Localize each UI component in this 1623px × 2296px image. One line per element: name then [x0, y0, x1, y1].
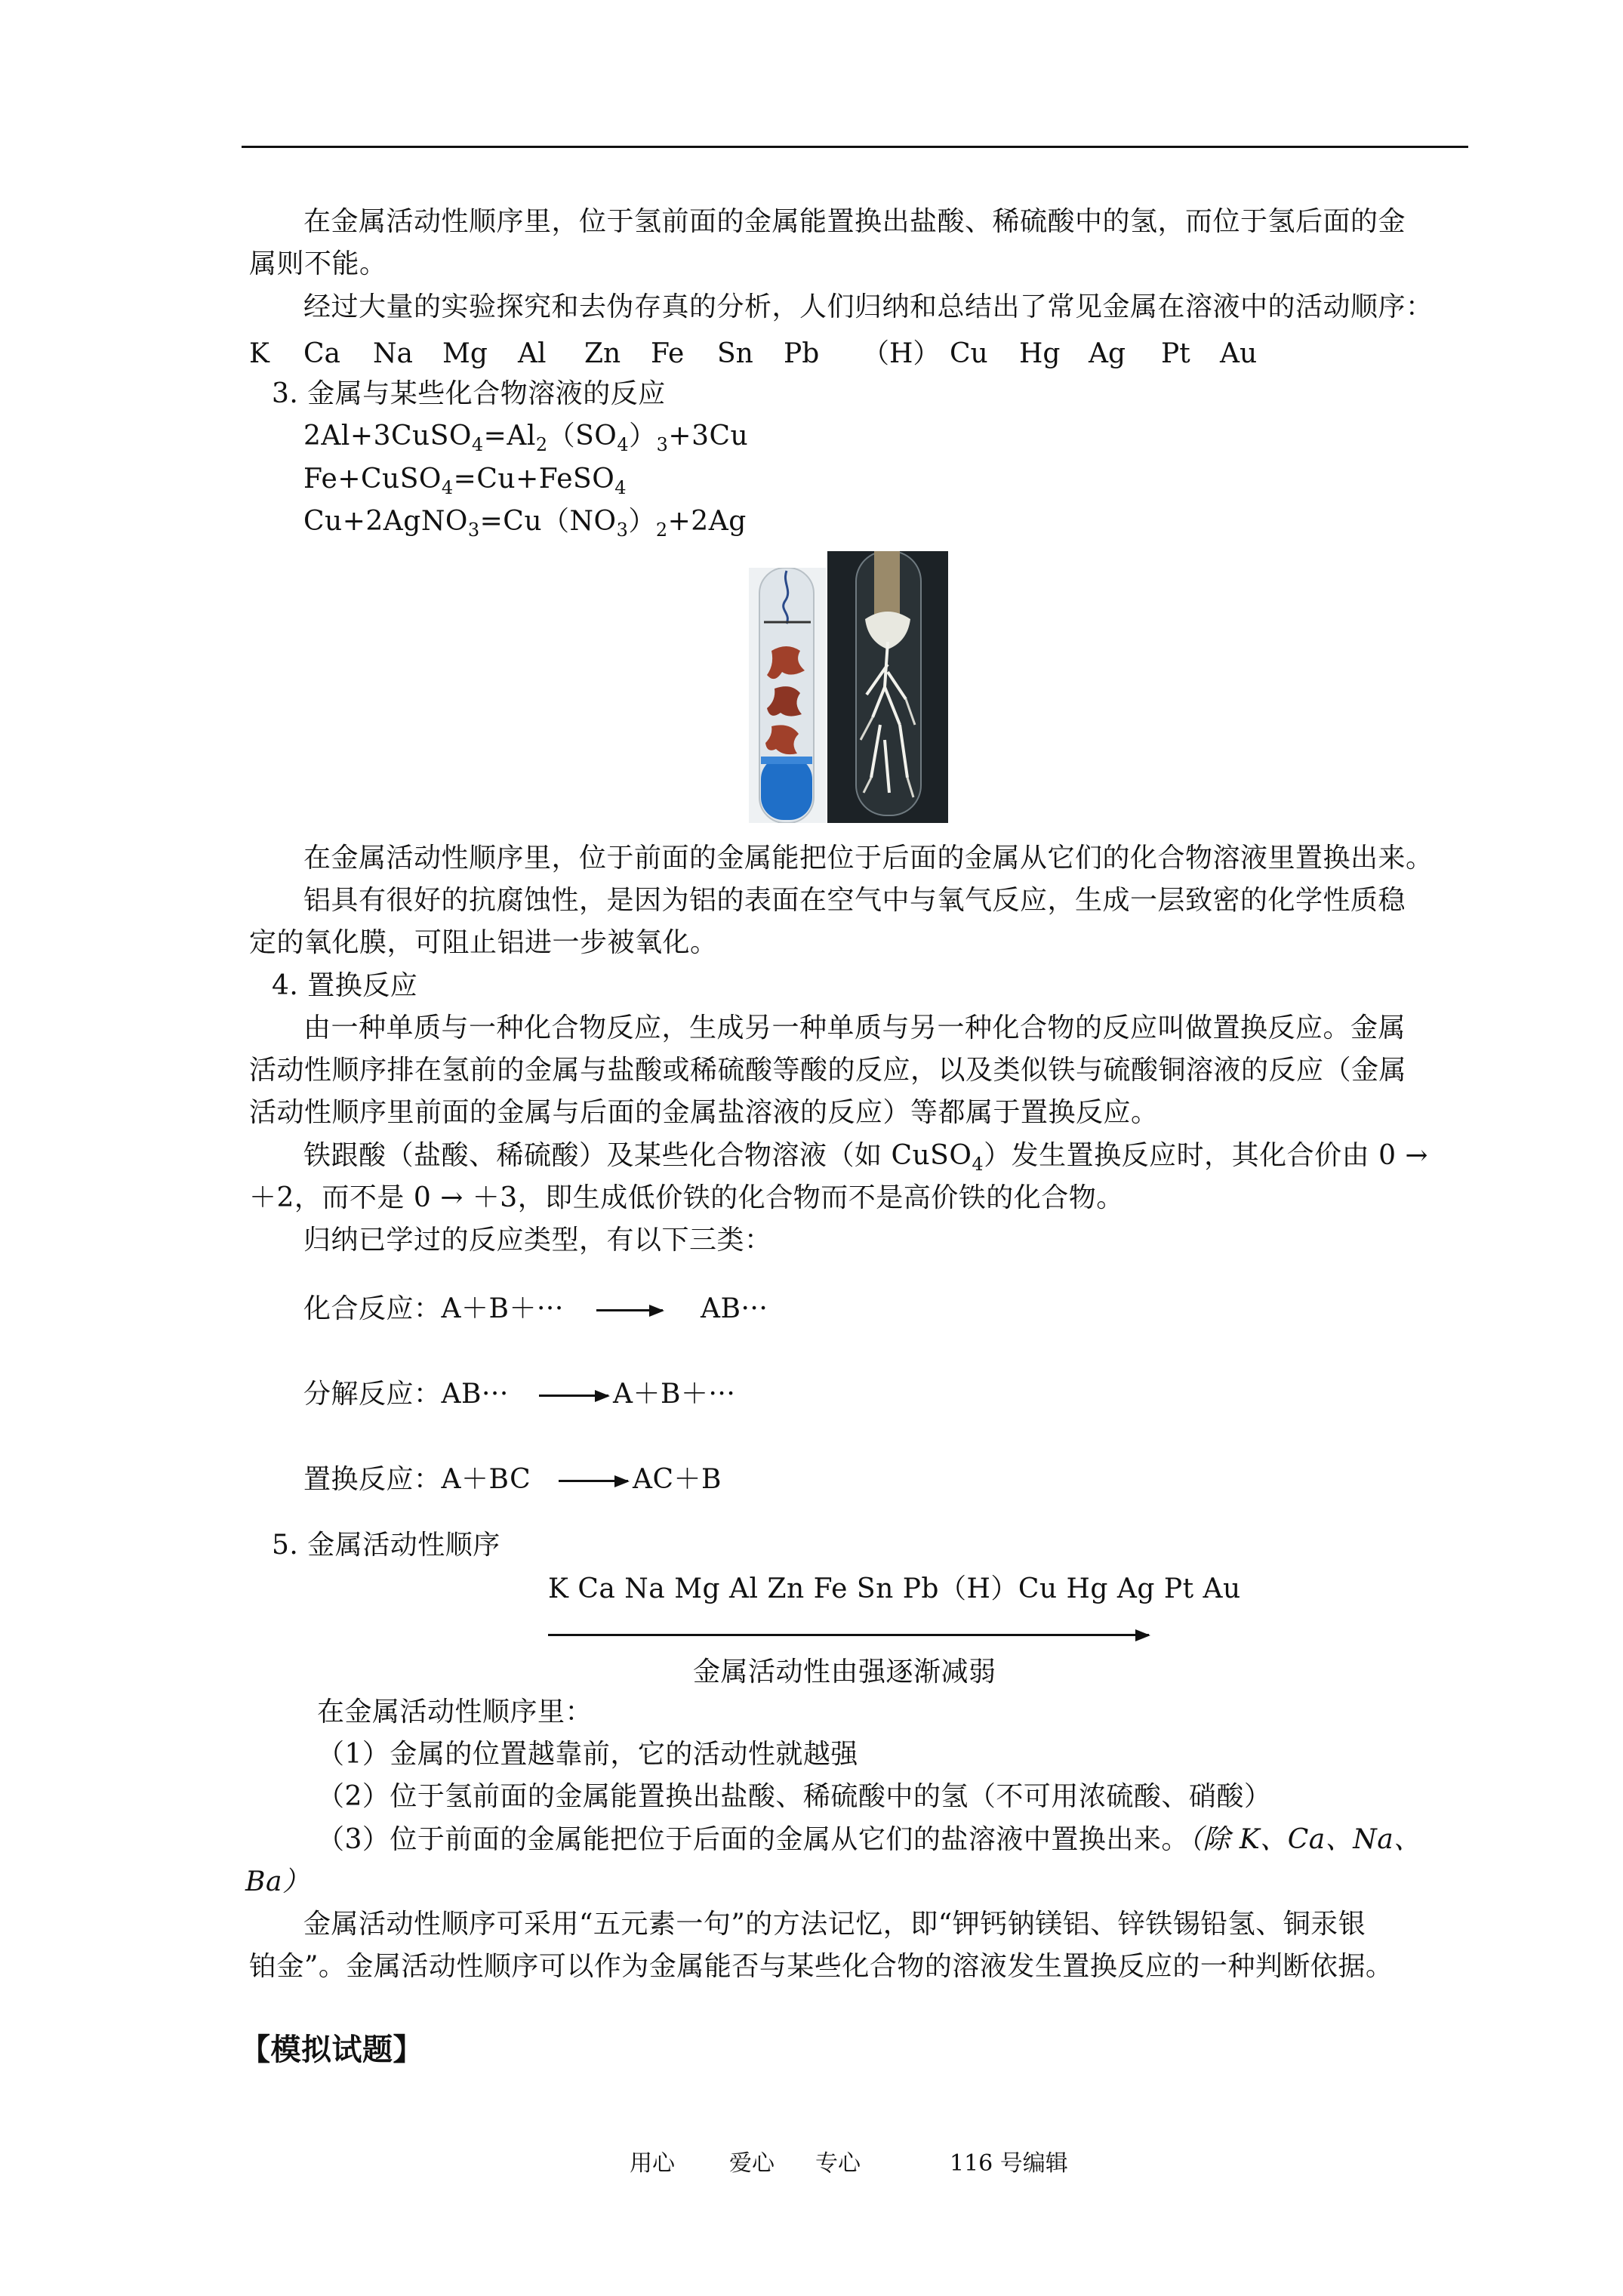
- rule-3-continuation: Ba）: [245, 1866, 310, 1897]
- photo-copper-in-silver-nitrate: [827, 551, 948, 823]
- rule-intro: 在金属活动性顺序里：: [317, 1697, 593, 1727]
- para-2: 经过大量的实验探究和去伪存真的分析，人们归纳和总结出了常见金属在溶液中的活动顺序：: [303, 291, 1434, 322]
- activity-series-arrow: [548, 1634, 1149, 1636]
- para-7: 归纳已学过的反应类型，有以下三类：: [303, 1225, 772, 1256]
- section-5-title: 5. 金属活动性顺序: [272, 1530, 500, 1561]
- metal-item: Al: [518, 338, 547, 369]
- footer-item: 专心: [815, 2150, 861, 2177]
- para-5c: 活动性顺序里前面的金属与后面的金属盐溶液的反应）等都属于置换反应。: [249, 1097, 1159, 1128]
- rx-decomp-label: 分解反应：AB···: [303, 1379, 509, 1410]
- metal-item: K: [249, 338, 269, 369]
- metal-item: Fe: [651, 338, 685, 369]
- rx-replace-arrow: [559, 1480, 628, 1482]
- activity-series-text: K Ca Na Mg Al Zn Fe Sn Pb（H）Cu Hg Ag Pt Au: [548, 1573, 1241, 1604]
- para-6b: ＋2，而不是 0 → ＋3，即生成低价铁的化合物而不是高价铁的化合物。: [249, 1182, 1124, 1213]
- rule-1: （1）金属的位置越靠前，它的活动性就越强: [317, 1739, 858, 1770]
- section-4-title: 4. 置换反应: [272, 970, 418, 1001]
- para-8a: 金属活动性顺序可采用“五元素一句”的方法记忆，即“钾钙钠镁铝、锌铁锡铅氢、铜汞银: [303, 1909, 1366, 1940]
- para-5b: 活动性顺序排在氢前的金属与盐酸或稀硫酸等酸的反应，以及类似铁与硫酸铜溶液的反应（金属: [249, 1055, 1407, 1086]
- activity-series-caption: 金属活动性由强逐渐减弱: [693, 1657, 996, 1687]
- equation-1: $2Al+3CuSO_4=Al_2(SO_4)_3+3Cu$: [303, 421, 749, 455]
- rule-3: （3）位于前面的金属能把位于后面的金属从它们的盐溶液中置换出来。（除 K、Ca、Na、: [317, 1824, 1421, 1855]
- metal-item: Pb: [784, 338, 820, 369]
- metal-item: Zn: [584, 338, 621, 369]
- metal-item: Hg: [1019, 338, 1061, 369]
- equation-3: $Cu+2AgNO_3=Cu(NO_3)_2+2Ag$: [303, 506, 747, 541]
- para-3: 在金属活动性顺序里，位于前面的金属能把位于后面的金属从它们的化合物溶液里置换出来。: [303, 843, 1434, 874]
- rx-replace-label: 置换反应：A＋BC: [303, 1464, 531, 1495]
- metal-item: Sn: [717, 338, 753, 369]
- metal-item: Ag: [1089, 338, 1126, 369]
- metal-item: Au: [1220, 338, 1258, 369]
- rule-2: （2）位于氢前面的金属能置换出盐酸、稀硫酸中的氢（不可用浓硫酸、硝酸）: [317, 1781, 1272, 1812]
- photo-iron-in-copper-sulfate: [749, 568, 826, 823]
- metals-list: [249, 337, 1306, 371]
- metal-item: Na: [373, 338, 413, 369]
- rx-replace-product: AC＋B: [633, 1464, 722, 1495]
- para-6a: 铁跟酸（盐酸、稀硫酸）及某些化合物溶液（如 CuSO$_4$）发生置换反应时，其化合价由 0 →: [303, 1140, 1429, 1175]
- header-rule: [242, 146, 1468, 148]
- para-4a: 铝具有很好的抗腐蚀性，是因为铝的表面在空气中与氧气反应，生成一层致密的化学性质稳: [303, 885, 1406, 916]
- metal-item: Mg: [442, 338, 488, 369]
- para-1a: 在金属活动性顺序里，位于氢前面的金属能置换出盐酸、稀硫酸中的氢，而位于氢后面的金: [303, 206, 1406, 237]
- para-1b: 属则不能。: [249, 248, 387, 279]
- rx-combine-arrow: [596, 1309, 663, 1311]
- para-5a: 由一种单质与一种化合物反应，生成另一种单质与另一种化合物的反应叫做置换反应。金属: [303, 1012, 1406, 1043]
- para-8b: 铂金”。金属活动性顺序可以作为金属能否与某些化合物的溶液发生置换反应的一种判断依据。: [249, 1951, 1394, 1982]
- footer-item: 116 号编辑: [950, 2150, 1068, 2177]
- rx-decomp-product: A＋B＋···: [613, 1379, 736, 1410]
- footer-item: 爱心: [729, 2150, 775, 2177]
- section-3-title: 3. 金属与某些化合物溶液的反应: [272, 378, 666, 409]
- rx-decomp-arrow: [539, 1395, 608, 1397]
- rx-combine-product: AB···: [701, 1293, 768, 1324]
- metal-item: Cu: [950, 338, 988, 369]
- rx-combine-label: 化合反应：A＋B＋···: [303, 1293, 564, 1324]
- exam-heading: 【模拟试题】: [240, 2032, 423, 2067]
- metal-item: Pt: [1161, 338, 1190, 369]
- footer-item: 用心: [630, 2150, 675, 2177]
- para-4b: 定的氧化膜，可阻止铝进一步被氧化。: [249, 927, 718, 958]
- equation-2: Fe+CuSO$_4$=Cu+FeSO$_4$: [303, 464, 627, 498]
- metal-item: Ca: [303, 338, 341, 369]
- metal-item: （H）: [862, 338, 941, 369]
